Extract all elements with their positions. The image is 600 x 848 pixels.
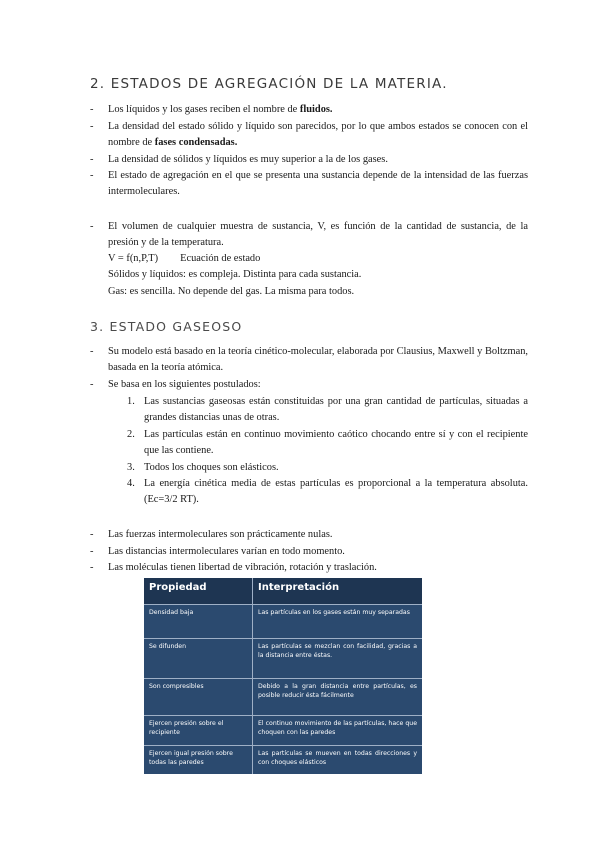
table-cell: Se difunden bbox=[144, 639, 253, 679]
section-3-title: 3. ESTADO GASEOSO bbox=[90, 319, 243, 334]
section-2-title: 2. ESTADOS DE AGREGACIÓN DE LA MATERIA. bbox=[90, 76, 448, 92]
list-item: - Su modelo está basado en la teoría cinético-molecular, elaborada por Clausius, Maxwell y Boltzman, basada en la teoría atómica. bbox=[90, 346, 528, 374]
table-cell: Debido a la gran distancia entre partículas, es posible reducir ésta fácilmente bbox=[253, 679, 423, 716]
header-interpretacion: Interpretación bbox=[253, 578, 423, 605]
table-cell: Densidad baja bbox=[144, 605, 253, 639]
state-equation bbox=[108, 251, 260, 267]
table-cell: Son compresibles bbox=[144, 679, 253, 716]
table-row bbox=[144, 679, 422, 716]
table-cell: Ejercen igual presión sobre todas las paredes bbox=[144, 746, 253, 774]
header-propiedad: Propiedad bbox=[144, 578, 253, 605]
table-header-row bbox=[144, 578, 422, 605]
table-cell: Las partículas se mueven en todas direcciones y con choques elásticos bbox=[253, 746, 423, 774]
table-cell: Ejercen presión sobre el recipiente bbox=[144, 716, 253, 746]
gas-note: Gas: es sencilla. No depende del gas. La misma para todos. bbox=[108, 286, 355, 297]
solids-liquids-note: Sólidos y líquidos: es compleja. Distinta para cada sustancia. bbox=[108, 269, 362, 280]
postulate-item: 2. Las partículas están en continuo movimiento caótico chocando entre sí y con el recipiente que las contiene. bbox=[127, 429, 528, 457]
list-item: - La densidad del estado sólido y líquido son parecidos, por lo que ambos estados se conocen con el nombre de fases condensadas. bbox=[90, 121, 528, 149]
postulate-item: 3. Todos los choques son elásticos. bbox=[127, 462, 279, 473]
table-cell: Las partículas en los gases están muy separadas bbox=[253, 605, 423, 639]
table-row bbox=[144, 605, 422, 639]
list-item: - Las moléculas tienen libertad de vibración, rotación y traslación. bbox=[90, 562, 377, 573]
postulate-item: 4. La energía cinética media de estas partículas es proporcional a la temperatura absoluta. (Ec=3/2 RT). bbox=[127, 478, 528, 506]
table-cell: El continuo movimiento de las partículas, hace que choquen con las paredes bbox=[253, 716, 423, 746]
list-item: - La densidad de sólidos y líquidos es muy superior a la de los gases. bbox=[90, 154, 388, 165]
list-item: - Se basa en los siguientes postulados: bbox=[90, 379, 261, 390]
table-row bbox=[144, 639, 422, 679]
list-item: - Las fuerzas intermoleculares son prácticamente nulas. bbox=[90, 529, 333, 540]
postulate-item: 1. Las sustancias gaseosas están constituidas por una gran cantidad de partículas, situadas a grandes distancias unas de otras. bbox=[127, 396, 528, 424]
table-row bbox=[144, 746, 422, 774]
table-cell: Las partículas se mezclan con facilidad, gracias a la distancia entre éstas. bbox=[253, 639, 423, 679]
table-row bbox=[144, 716, 422, 746]
gas-properties-table bbox=[144, 578, 422, 774]
list-item: - Las distancias intermoleculares varían en todo momento. bbox=[90, 546, 345, 557]
list-item: - Los líquidos y los gases reciben el nombre de fluidos. bbox=[90, 104, 333, 115]
list-item: - El volumen de cualquier muestra de sustancia, V, es función de la cantidad de sustancia, de la presión y de la temperatura. bbox=[90, 221, 528, 249]
equation: V = f(n,P,T) bbox=[108, 253, 159, 264]
equation-label: Ecuación de estado bbox=[180, 253, 261, 264]
list-item: - El estado de agregación en el que se presenta una sustancia depende de la intensidad de las fuerzas intermoleculares. bbox=[90, 170, 528, 198]
